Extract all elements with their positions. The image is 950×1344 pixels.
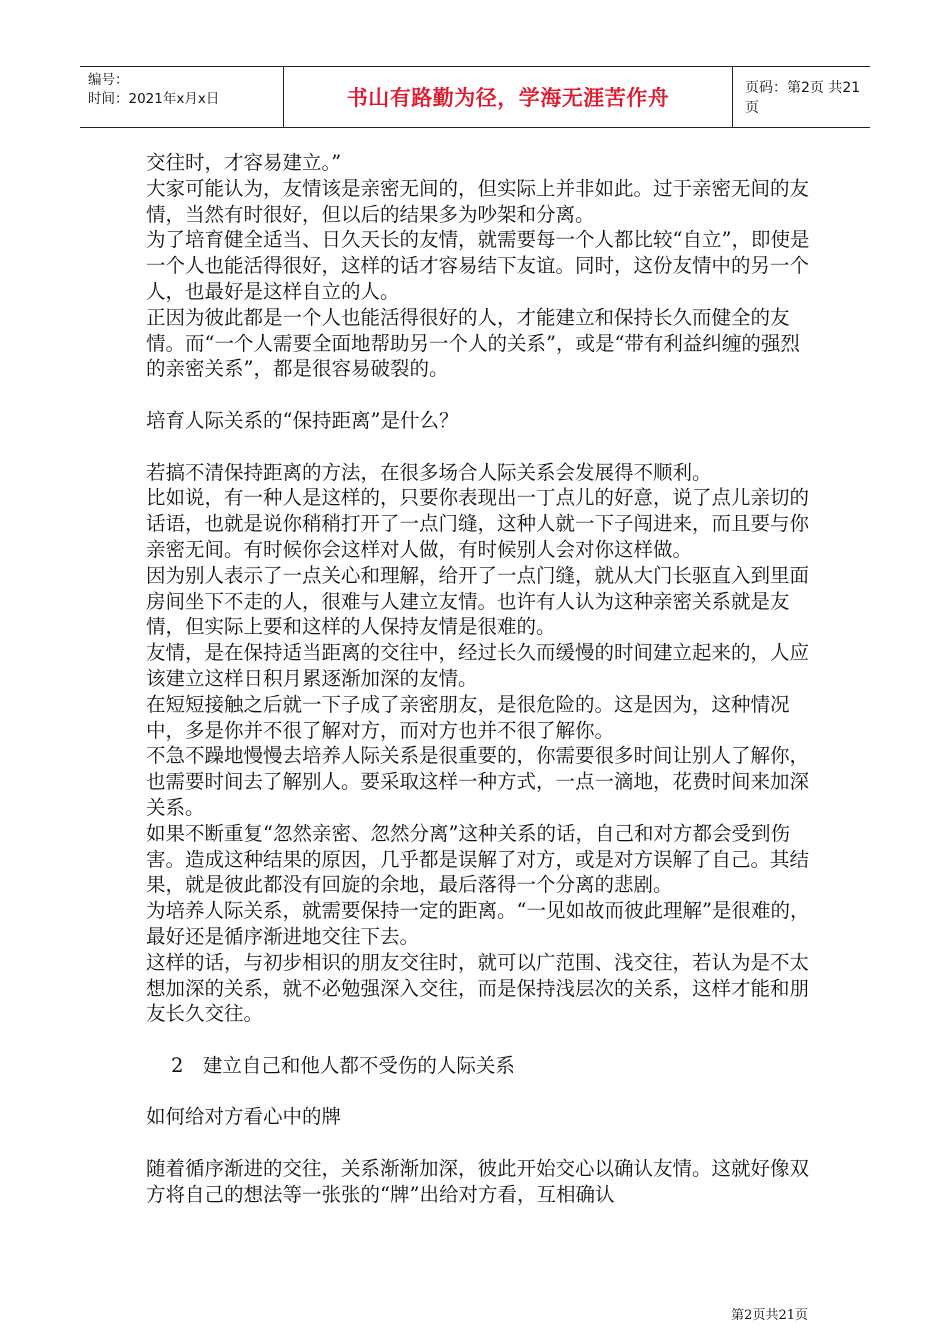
spacer	[146, 1130, 818, 1156]
section-heading: 2 建立自己和他人都不受伤的人际关系	[171, 1053, 515, 1077]
document-body	[146, 150, 818, 1208]
header-page-info: 页码：第2页 共21页	[745, 80, 861, 116]
paragraph: 这样的话，与初步相识的朋友交往时，就可以广范围、浅交往，若认为是不太想加深的关系，就不必勉强深入交往，而是保持浅层次的关系，这样才能和朋友长久交往。	[146, 950, 810, 1026]
paragraph: 不急不躁地慢慢去培养人际关系是很重要的，你需要很多时间让别人了解你，也需要时间去了解别人。要采取这样一种方式，一点一滴地，花费时间来加深关系。	[146, 744, 810, 819]
paragraph: 为了培育健全适当、日久天长的友情，就需要每一个人都比较“自立”，即使是一个人也能活得很好，这样的话才容易结下友谊。同时，这份友情中的另一个人，也最好是这样自立的人。	[146, 228, 810, 303]
spacer	[146, 1079, 818, 1105]
section-subheading: 如何给对方看心中的牌	[146, 1105, 342, 1129]
page-header	[80, 66, 870, 128]
header-motto: 书山有路勤为径，学海无涯苦作舟	[284, 67, 733, 127]
paragraph: 为培养人际关系，就需要保持一定的距离。“一见如故而彼此理解”是很难的，最好还是循序渐进地交往下去。	[146, 899, 810, 948]
document-date: 时间：2021年x月x日	[88, 91, 220, 107]
paragraph: 正因为彼此都是一个人也能活得很好的人，才能建立和保持长久而健全的友情。而“一个人需要全面地帮助另一个人的关系”，或是“带有利益纠缠的强烈的亲密关系”，都是很容易破裂的。	[146, 305, 800, 381]
spacer	[146, 382, 818, 408]
paragraph: 大家可能认为，友情该是亲密无间的，但实际上并非如此。过于亲密无间的友情，当然有时很好，但以后的结果多为吵架和分离。	[146, 176, 810, 226]
paragraph: 随着循序渐进的交往，关系渐渐加深，彼此开始交心以确认友情。这就好像双方将自己的想法等一张张的“牌”出给对方看，互相确认	[146, 1157, 810, 1206]
paragraph: 交往时，才容易建立。”	[146, 151, 342, 174]
document-number-label: 编号：	[88, 72, 129, 88]
paragraph: 在短短接触之后就一下子成了亲密朋友，是很危险的。这是因为，这种情况中，多是你并不很了解对方，而对方也并不很了解你。	[146, 692, 790, 742]
paragraph: 如果不断重复“忽然亲密、忽然分离”这种关系的话，自己和对方都会受到伤害。造成这种结果的原因，几乎都是误解了对方，或是对方误解了自己。其结果，就是彼此都没有回旋的余地，最后落得一个分离的悲剧。	[146, 821, 810, 897]
paragraph: 比如说，有一种人是这样的，只要你表现出一丁点儿的好意，说了点儿亲切的话语，也就是说你稍稍打开了一点门缝，这种人就一下子闯进来，而且要与你亲密无间。有时候你会这样对人做，有时候别人会对你这样做。	[146, 486, 810, 561]
paragraph: 若搞不清保持距离的方法，在很多场合人际关系会发展得不顺利。	[146, 460, 712, 484]
paragraph: 因为别人表示了一点关心和理解，给开了一点门缝，就从大门长驱直入到里面房间坐下不走的人，很难与人建立友情。也许有人认为这种亲密关系就是友情，但实际上要和这样的人保持友情是很难的。	[146, 563, 810, 639]
spacer	[146, 1027, 818, 1053]
spacer	[146, 434, 818, 460]
paragraph: 友情，是在保持适当距离的交往中，经过长久而缓慢的时间建立起来的，人应该建立这样日积月累逐渐加深的友情。	[146, 641, 810, 690]
page-footer: 第2页共21页	[731, 1308, 808, 1323]
header-meta	[80, 67, 284, 127]
section-subheading: 培育人际关系的“保持距离”是什么？	[146, 408, 459, 432]
